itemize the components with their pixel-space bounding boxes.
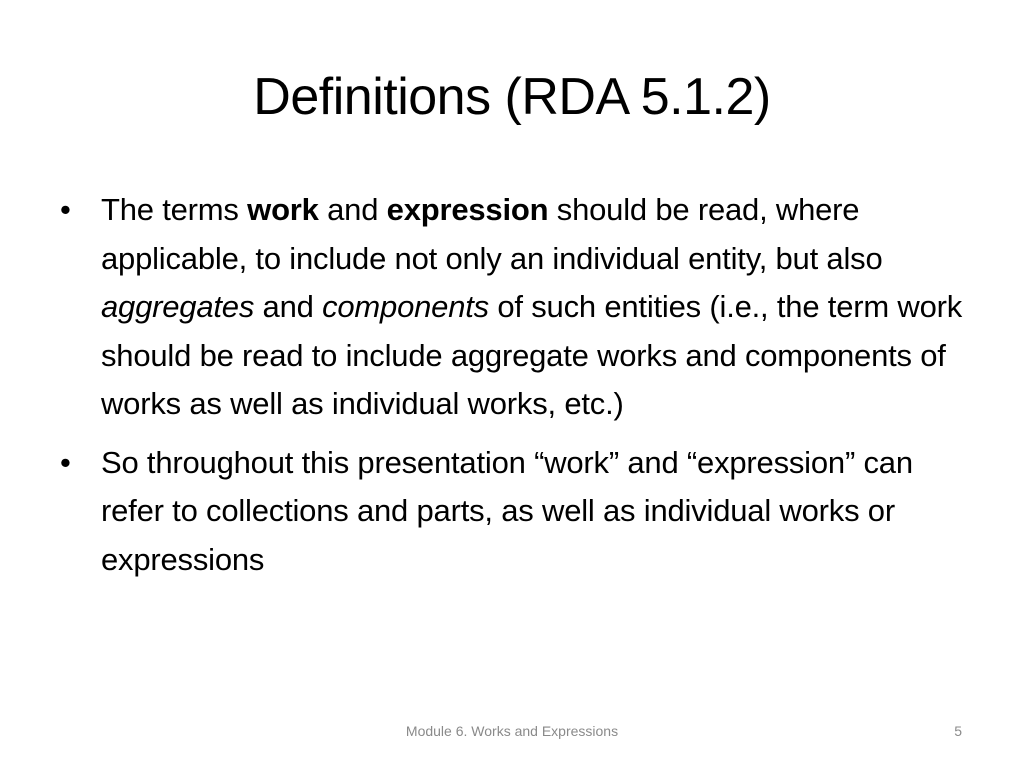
text-segment: and (254, 289, 323, 324)
term-components: components (322, 289, 489, 324)
text-segment: So throughout this presentation “work” and “expression” can refer to collections and parts, as well as individual works or expressions (101, 444, 913, 577)
term-work: work (247, 192, 319, 227)
bullet-item (60, 439, 970, 585)
bullet-icon: • (60, 444, 71, 480)
text-segment: of such entities (i.e., the term work should be read to include aggregate works and components of works as well as individual works, etc.) (101, 289, 963, 421)
text-segment: and (318, 192, 387, 227)
page-number: 5 (954, 723, 962, 739)
term-aggregates: aggregates (101, 289, 255, 324)
text-segment: should be read, where applicable, to include not only an individual entity, but also (101, 192, 883, 276)
bullet-icon: • (60, 192, 71, 227)
term-expression: expression (386, 192, 549, 227)
text-segment: The terms (101, 192, 248, 227)
slide-footer: Module 6. Works and Expressions (405, 723, 619, 739)
slide-title: Definitions (RDA 5.1.2) (253, 68, 771, 126)
bullet-item (60, 186, 970, 429)
bullet-list (60, 186, 970, 594)
